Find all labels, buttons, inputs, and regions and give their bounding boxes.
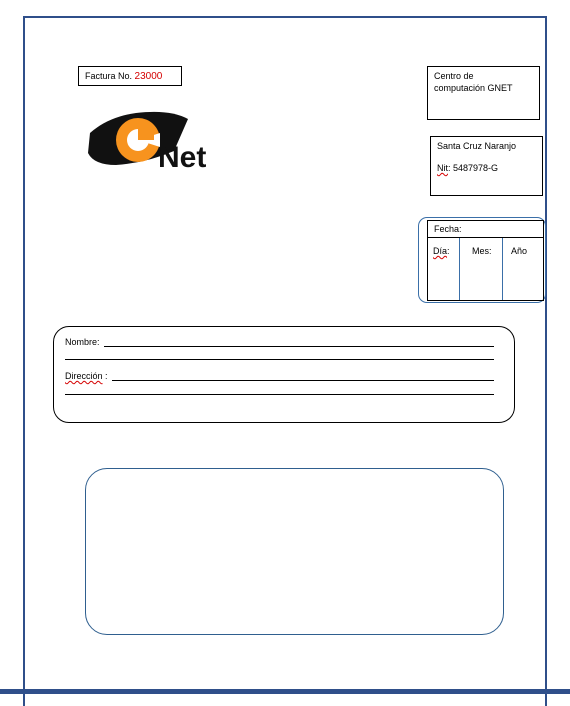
nit-label: Nit bbox=[437, 163, 448, 173]
date-header: Fecha: bbox=[434, 224, 462, 234]
date-table bbox=[427, 220, 544, 301]
address-line bbox=[112, 380, 494, 381]
date-month-label: Mes: bbox=[472, 246, 492, 256]
date-header-rule bbox=[428, 237, 543, 238]
name-line bbox=[104, 346, 494, 347]
company-name-box bbox=[427, 66, 540, 120]
company-address-box bbox=[430, 136, 543, 196]
gnet-logo bbox=[86, 105, 246, 173]
address-label: Dirección : bbox=[65, 371, 108, 381]
invoice-number-box bbox=[78, 66, 182, 86]
company-name-line2: computación GNET bbox=[434, 83, 513, 93]
name-label: Nombre: bbox=[65, 337, 100, 347]
company-name-line1: Centro de bbox=[434, 71, 474, 81]
name-line-2 bbox=[65, 359, 494, 360]
date-day-label: Día: bbox=[433, 246, 450, 256]
company-address: Santa Cruz Naranjo bbox=[437, 141, 517, 151]
address-line-2 bbox=[65, 394, 494, 395]
invoice-label: Factura No. bbox=[85, 71, 133, 81]
date-year-label: Año bbox=[511, 246, 528, 256]
logo-text: Net bbox=[158, 141, 207, 173]
invoice-detail-box bbox=[85, 468, 504, 635]
window-bottom-bar bbox=[0, 689, 570, 694]
date-divider-1 bbox=[459, 238, 460, 300]
client-info-box bbox=[53, 326, 515, 423]
invoice-number: 23000 bbox=[134, 71, 163, 82]
date-divider-2 bbox=[502, 238, 503, 300]
nit-value: : 5487978-G bbox=[448, 163, 499, 173]
